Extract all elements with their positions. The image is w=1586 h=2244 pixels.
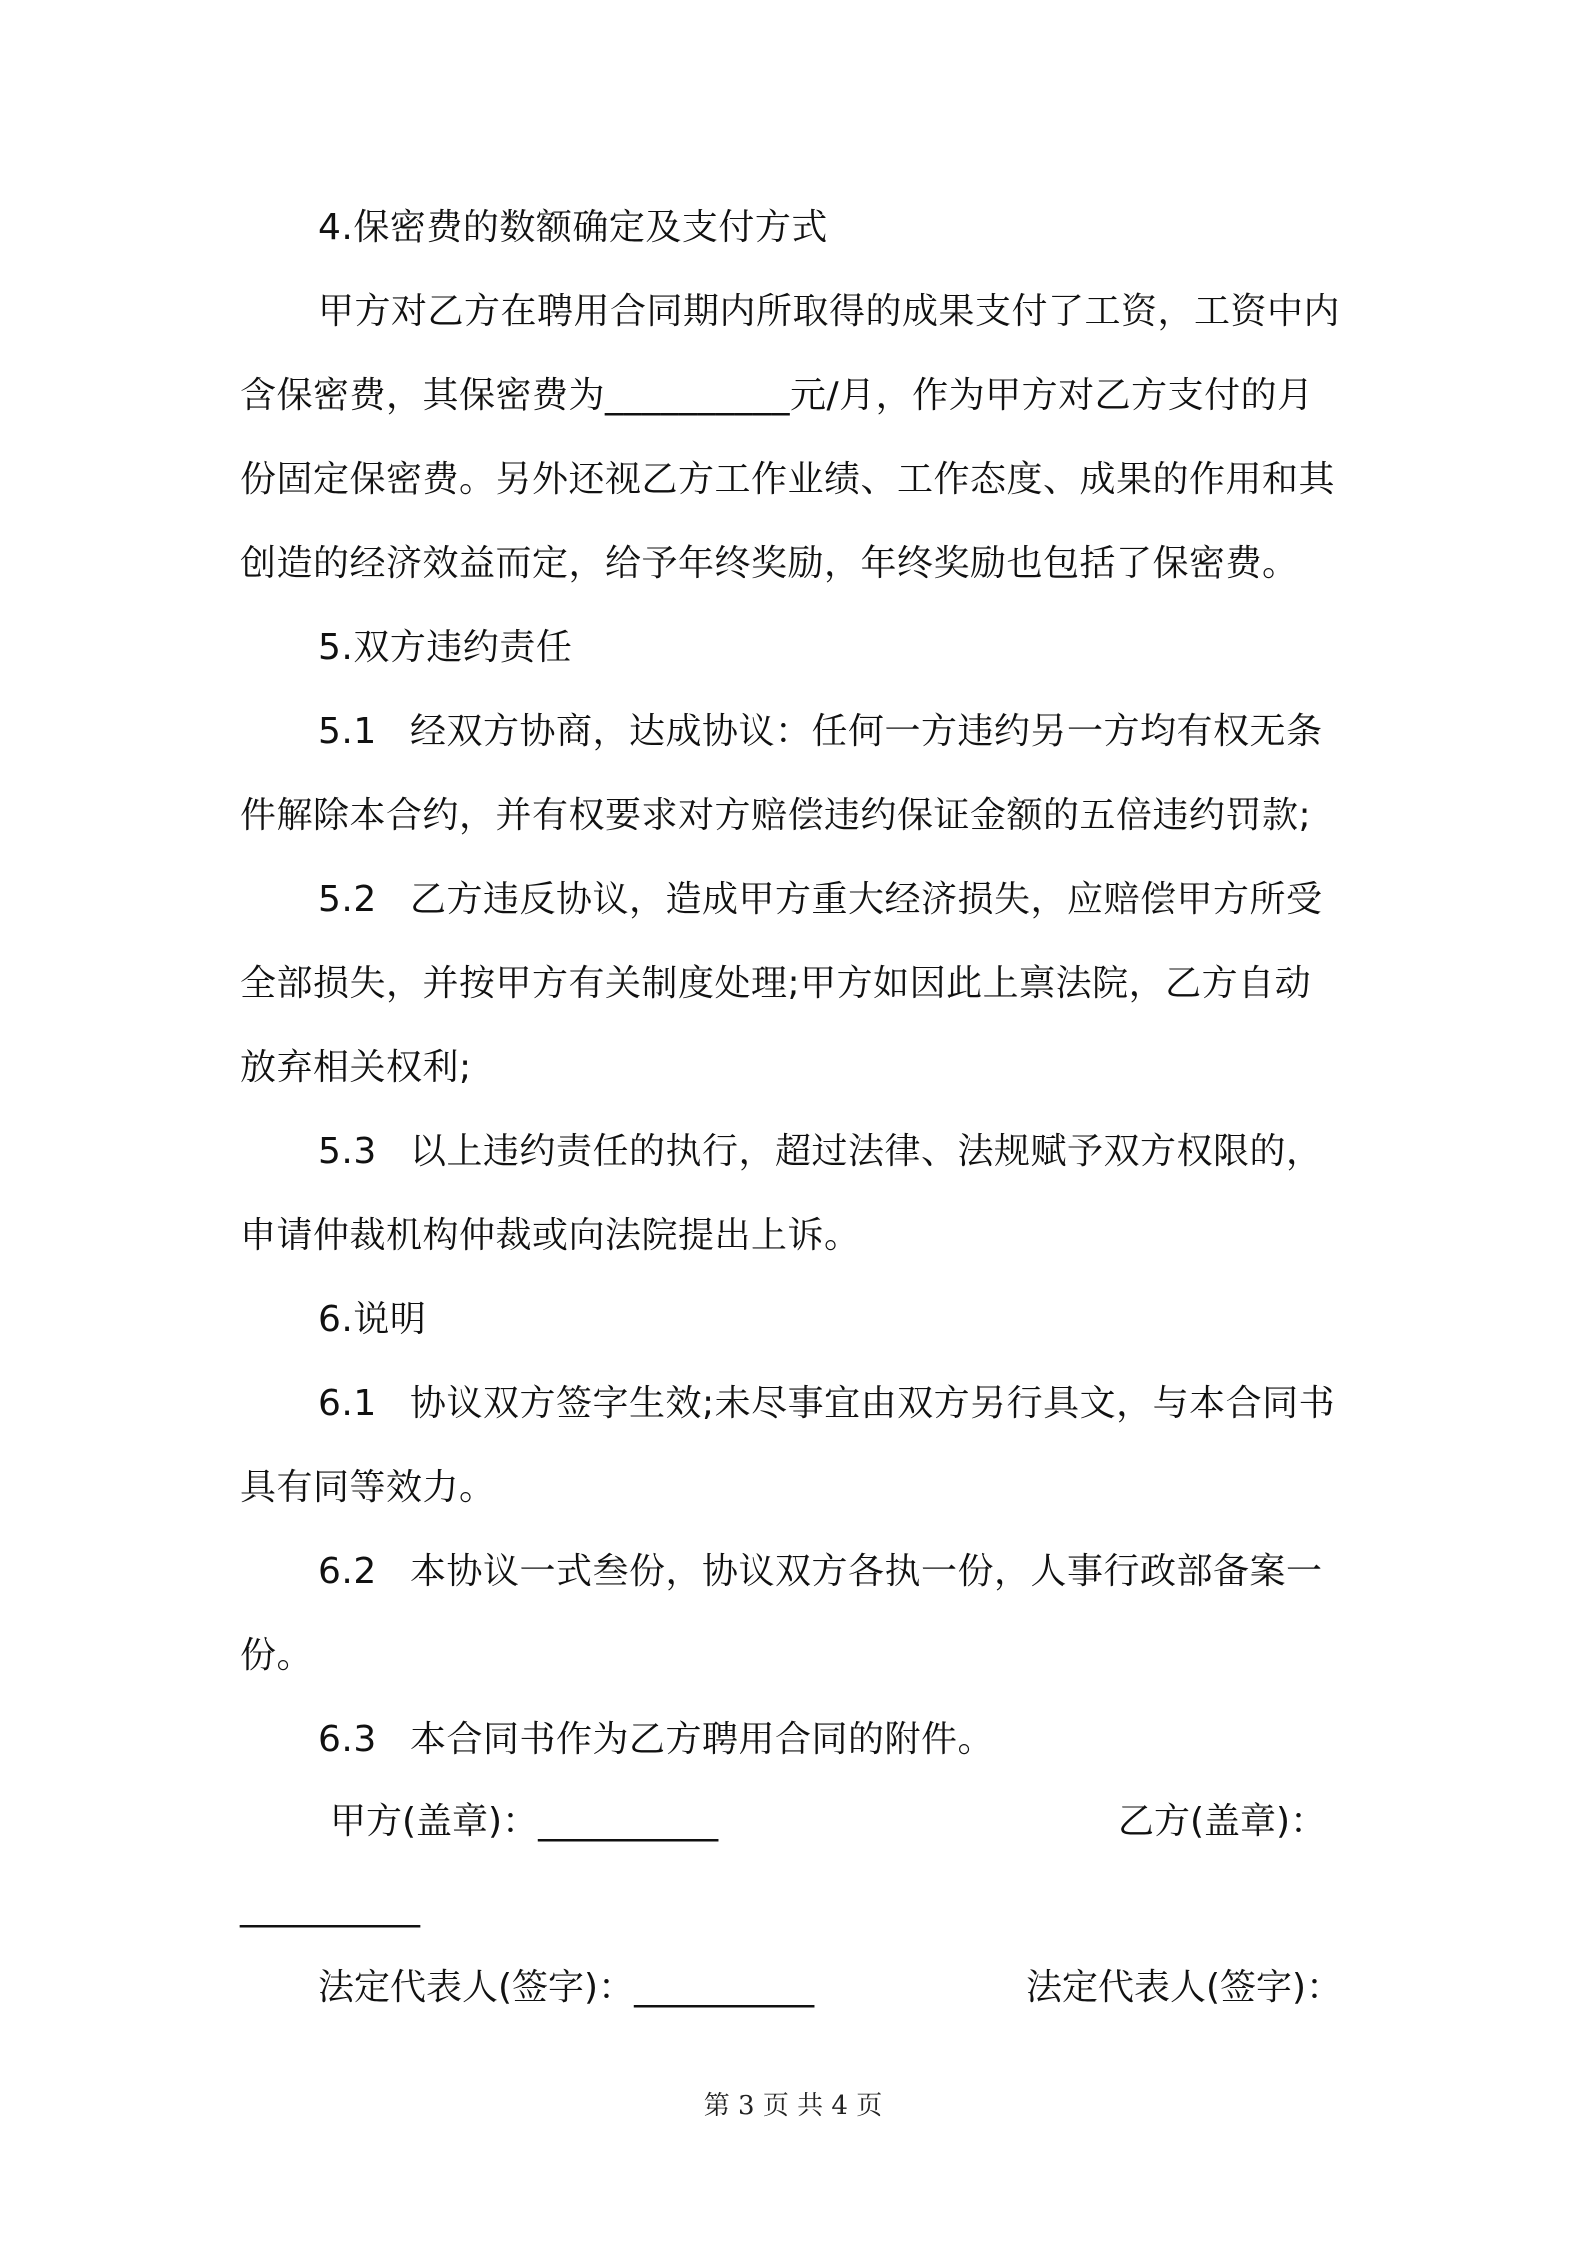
paragraph-line: 放弃相关权利; — [240, 1047, 472, 1088]
clause-text: 乙方违反协议，造成甲方重大经济损失，应赔偿甲方所受 — [410, 879, 1323, 920]
clause-text: 以上违约责任的执行，超过法律、法规赋予双方权限的， — [410, 1131, 1323, 1172]
clause-number: 5.1 — [318, 711, 377, 752]
clause-6-1 — [318, 1382, 1438, 1426]
party-a-representative-field: 法定代表人(签字)：__________ — [318, 1967, 815, 2008]
paragraph-line: 份。 — [240, 1635, 314, 1676]
clause-text: 本协议一式叁份，协议双方各执一份，人事行政部备案一 — [410, 1551, 1323, 1592]
paragraph-line: 甲方对乙方在聘用合同期内所取得的成果支付了工资，工资中内 — [318, 291, 1341, 332]
section-heading-5: 5.双方违约责任 — [318, 627, 573, 668]
paragraph-line: 申请仲裁机构仲裁或向法院提出上诉。 — [240, 1215, 861, 1256]
paragraph-line: 全部损失，并按甲方有关制度处理;甲方如因此上禀法院，乙方自动 — [240, 963, 1312, 1004]
page-footer: 第 3 页 共 4 页 — [703, 2091, 883, 2121]
clause-text: 经双方协商，达成协议：任何一方违约另一方均有权无条 — [410, 711, 1323, 752]
clause-text: 本合同书作为乙方聘用合同的附件。 — [410, 1719, 995, 1760]
party-b-representative-field: 法定代表人(签字)： — [1026, 1967, 1343, 2008]
clause-number: 5.2 — [318, 879, 377, 920]
paragraph-line: 创造的经济效益而定，给予年终奖励，年终奖励也包括了保密费。 — [240, 543, 1299, 584]
party-a-seal-field: 甲方(盖章)：__________ — [330, 1801, 719, 1842]
party-b-seal-blank: __________ — [240, 1887, 420, 1928]
clause-5-1 — [318, 710, 1438, 754]
paragraph-line: 具有同等效力。 — [240, 1467, 496, 1508]
paragraph-line: 份固定保密费。另外还视乙方工作业绩、工作态度、成果的作用和其 — [240, 459, 1336, 500]
party-b-seal-field: 乙方(盖章)： — [1118, 1801, 1327, 1842]
section-heading-6: 6.说明 — [318, 1299, 427, 1340]
clause-number: 6.3 — [318, 1719, 377, 1760]
clause-number: 6.1 — [318, 1383, 377, 1424]
paragraph-line: 件解除本合约，并有权要求对方赔偿违约保证金额的五倍违约罚款; — [240, 795, 1312, 836]
section-heading-4: 4.保密费的数额确定及支付方式 — [318, 207, 828, 248]
clause-6-2 — [318, 1550, 1438, 1594]
clause-6-3 — [318, 1718, 1438, 1762]
clause-number: 6.2 — [318, 1551, 377, 1592]
clause-number: 5.3 — [318, 1131, 377, 1172]
paragraph-line: 含保密费，其保密费为__________元/月，作为甲方对乙方支付的月 — [240, 375, 1314, 416]
clause-5-2 — [318, 878, 1438, 922]
clause-text: 协议双方签字生效;未尽事宜由双方另行具文，与本合同书 — [410, 1383, 1336, 1424]
clause-5-3 — [318, 1130, 1438, 1174]
